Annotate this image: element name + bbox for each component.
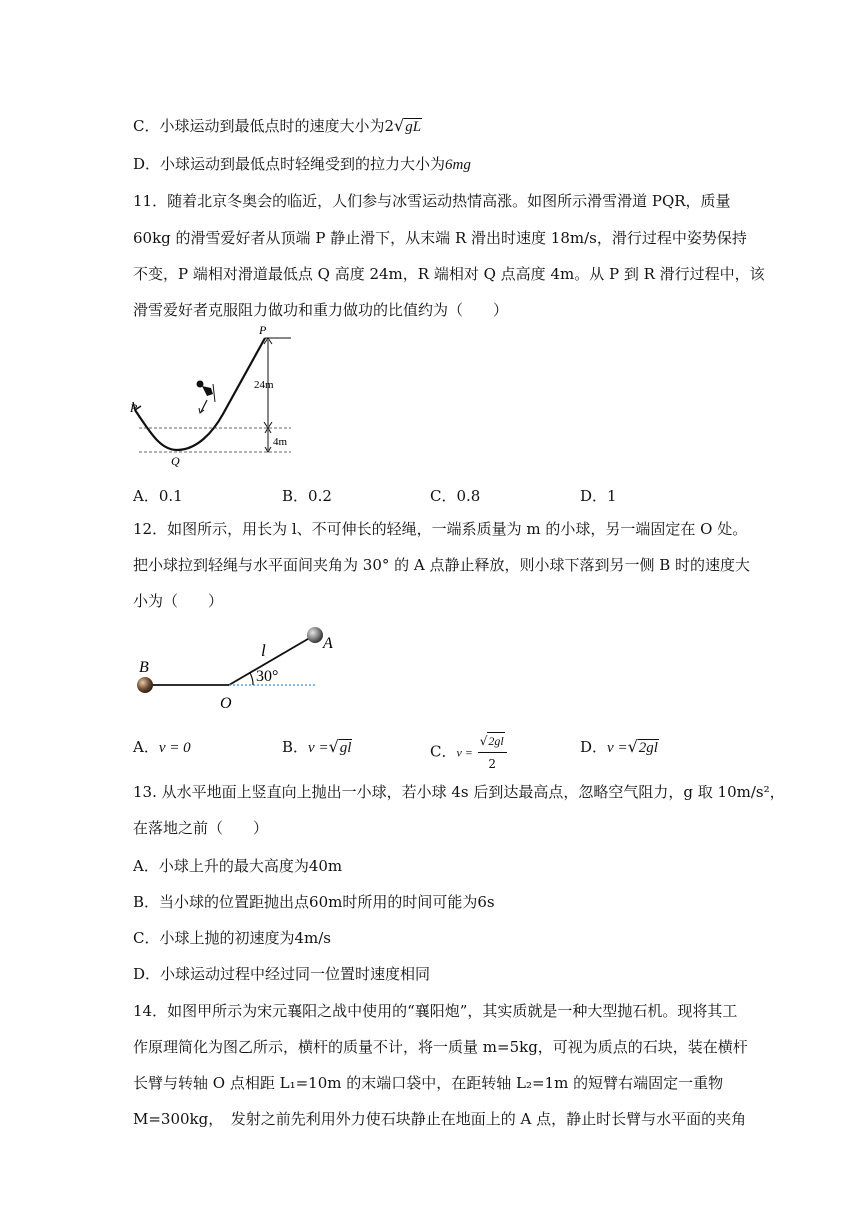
- label-l: l: [261, 641, 266, 660]
- q11-stem-line-3: 不变，P 端相对滑道最低点 Q 高度 24m，R 端相对 Q 点高度 4m。从 P 到 R 滑行过程中，该: [133, 265, 765, 283]
- q14-stem-line-3: 长臂与转轴 O 点相距 L₁=10m 的末端口袋中，在距转轴 L₂=1m 的短臂右端固定一重物: [133, 1074, 724, 1092]
- q12-option-b: B．v =√gl: [282, 737, 352, 756]
- q11-ski-slope-figure: [125, 322, 305, 470]
- q11-option-a: A．0.1: [133, 487, 183, 505]
- q13-stem-line-1: 13. 从水平地面上竖直向上抛出一小球，若小球 4s 后到达最高点，忽略空气阻力，g 取 10m/s²，: [133, 783, 785, 801]
- q14-stem-line-1: 14．如图甲所示为宋元襄阳之战中使用的“襄阳炮”，其实质就是一种大型抛石机。现将其工: [133, 1002, 738, 1020]
- q14-stem-line-4: M=300kg， 发射之前先利用外力使石块静止在地面上的 A 点，静止时长臂与水平面的夹角: [133, 1110, 747, 1128]
- label-30deg: 30°: [256, 668, 279, 685]
- q12-option-c: C．v = $\frac{√2gl}{2}$: [430, 730, 507, 775]
- skier-icon: [197, 381, 216, 414]
- q12-stem-line-1: 12．如图所示，用长为 l、不可伸长的轻绳，一端系质量为 m 的小球，另一端固定在 O 处。: [133, 520, 748, 538]
- q14-stem-line-2: 作原理简化为图乙所示，横杆的质量不计，将一质量 m=5kg，可视为质点的石块，装在横杆: [133, 1038, 748, 1056]
- q12-stem-line-3: 小为（ ）: [133, 592, 224, 610]
- label-24m: 24m: [254, 379, 274, 391]
- label-b: B: [139, 659, 149, 676]
- q13-option-c: C．小球上抛的初速度为4m/s: [133, 929, 331, 947]
- q13-option-a: A．小球上升的最大高度为40m: [133, 857, 343, 875]
- q13-stem-line-2: 在落地之前（ ）: [133, 819, 269, 837]
- label-q: Q: [171, 454, 180, 468]
- q10-option-d: D．小球运动到最低点时轻绳受到的拉力大小为6mg: [133, 155, 471, 173]
- q11-option-b: B．0.2: [282, 487, 332, 505]
- q13-option-b: B．当小球的位置距抛出点60m时所用的时间可能为6s: [133, 893, 495, 911]
- q12-option-d: D．v =√2gl: [580, 737, 658, 756]
- label-a: A: [323, 635, 333, 652]
- q11-stem-line-4: 滑雪爱好者克服阻力做功和重力做功的比值约为（ ）: [133, 301, 509, 319]
- q11-stem-line-1: 11．随着北京冬奥会的临近，人们参与冰雪运动热情高涨。如图所示滑雪滑道 PQR，质量: [133, 192, 731, 210]
- label-o: O: [220, 695, 232, 712]
- q11-option-c: C．0.8: [430, 487, 481, 505]
- q11-option-d: D．1: [580, 487, 617, 505]
- ski-slope-curve: [135, 338, 265, 450]
- q12-stem-line-2: 把小球拉到轻绳与水平面间夹角为 30° 的 A 点静止释放，则小球下落到另一侧 B 时的速度大: [133, 556, 751, 574]
- label-4m: 4m: [273, 436, 288, 448]
- label-r: R: [130, 401, 138, 415]
- q13-option-d: D．小球运动过程中经过同一位置时速度相同: [133, 965, 431, 983]
- q12-pendulum-figure: [125, 618, 355, 718]
- ball-b: [137, 677, 153, 693]
- label-p: P: [259, 323, 267, 337]
- q12-option-a: A．v = 0: [133, 738, 191, 756]
- q10-option-c: C．小球运动到最低点时的速度大小为2√gL: [133, 116, 422, 135]
- ball-a: [307, 627, 323, 643]
- q11-stem-line-2: 60kg 的滑雪爱好者从顶端 P 静止滑下，从末端 R 滑出时速度 18m/s，滑行过程中姿势保持: [133, 229, 747, 247]
